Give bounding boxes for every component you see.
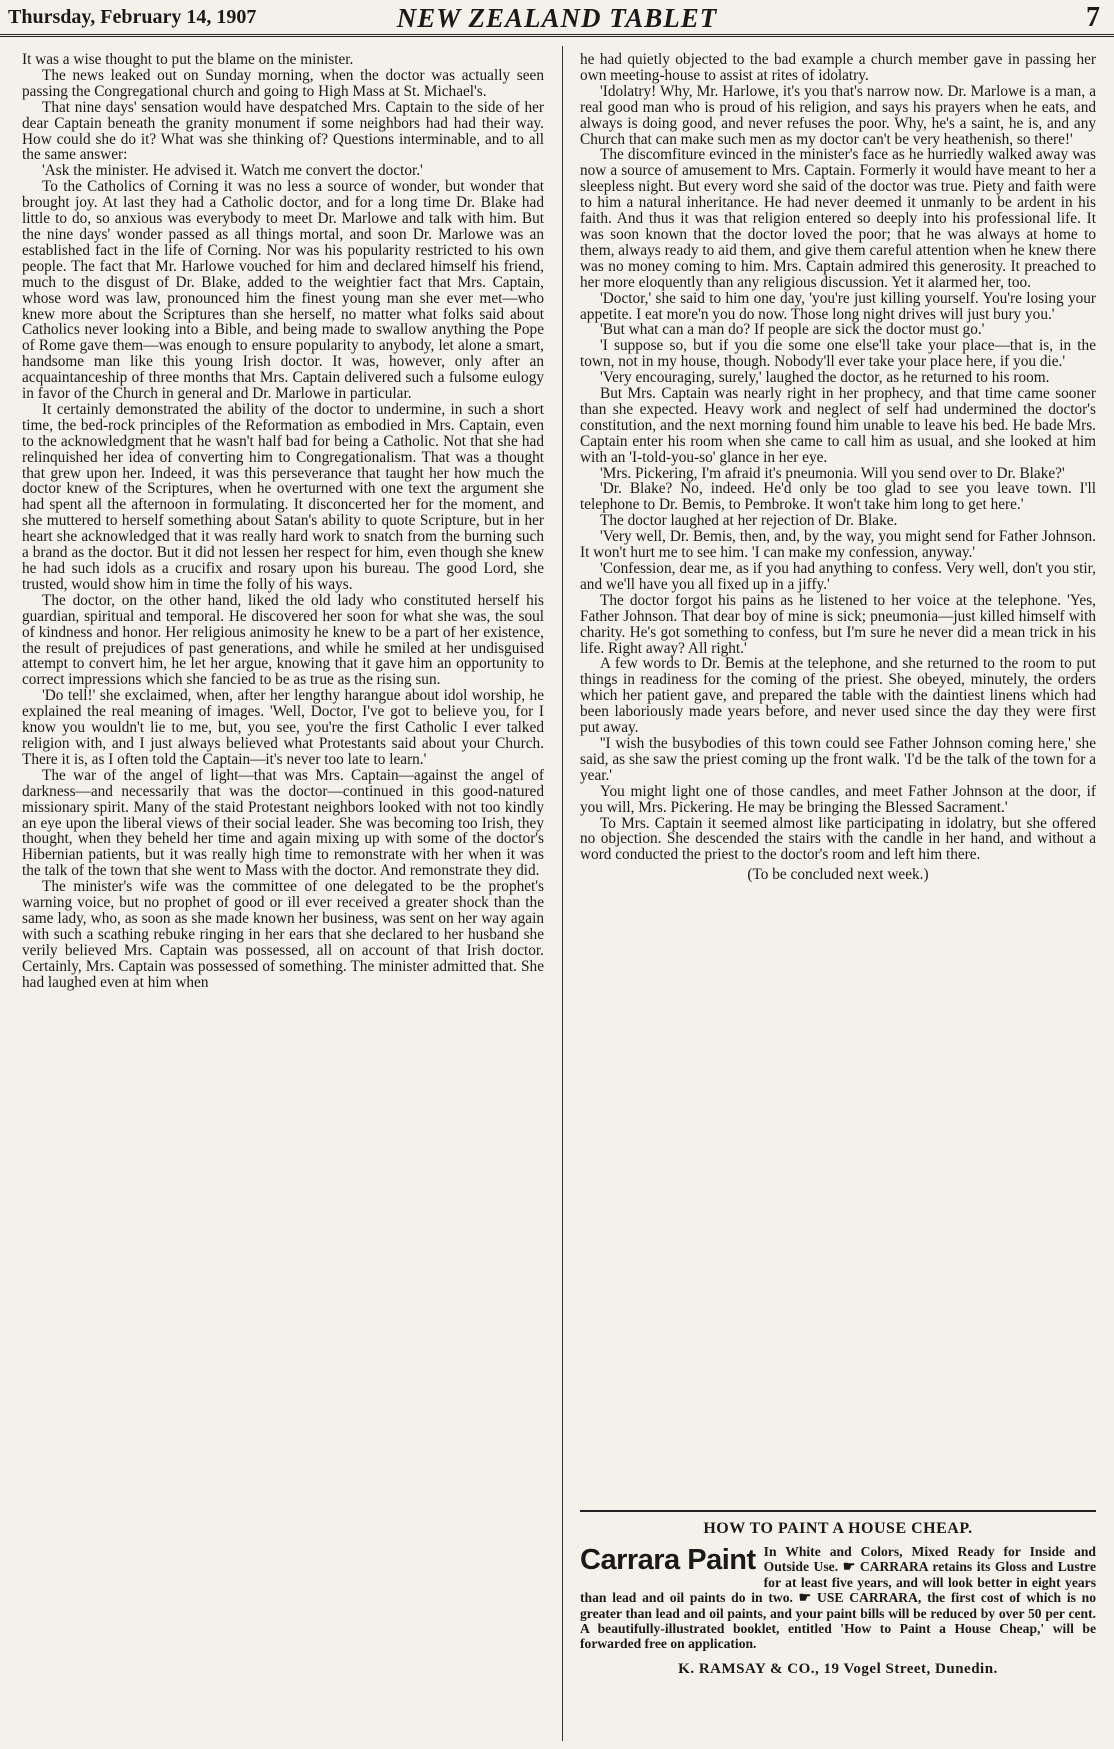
paragraph: The news leaked out on Sunday morning, when the doctor was actually seen passing the Congregational church and going to High Mass at St. Michael's. xyxy=(22,66,544,100)
ad-text-2: CARRARA retains its Gloss and Lustre for at least five years, and will look better in eight years than lead and oil paints do in two. xyxy=(580,1559,1097,1605)
ad-text-3: USE CARRARA, the first cost of which is no greater than lead and oil paints, and your paint bills will be reduced by over 50 per cent. A beautifully-illustrated booklet, entitled 'How to Paint a House Cheap,' will be forwarded free on application. xyxy=(580,1590,1097,1651)
paragraph: 'Doctor,' she said to him one day, 'you're just killing yourself. You're losing your appetite. I eat more'n you do now. Those long night drives will just bury you.' xyxy=(580,289,1096,323)
paragraph: The discomfiture evinced in the minister's face as he hurriedly walked away was now a source of amusement to Mrs. Captain. Formerly it would have meant to her a sleepless night. But every word she said of the doctor was true. Piety and faith were to him a natural inheritance. He had never deemed it unmanly to be ardent in his faith. And thus it was that religion entered so deeply into his professional life. It was soon known that the doctor loved the poor; that he was always at home to them, always ready to aid them, and give them careful attention when he knew there was no money coming to him. Mrs. Captain admired this generosity. It preached to her more eloquently than any religious discussion. Yet it alarmed her, too. xyxy=(580,146,1096,291)
paragraph: To Mrs. Captain it seemed almost like participating in idolatry, but she offered no objection. She descended the stairs with the candle in her hand, and without a word conducted the priest to the doctor's room and left him there. xyxy=(580,814,1096,864)
paragraph: It certainly demonstrated the ability of the doctor to undermine, in such a short time, the bed-rock principles of the Reformation as embodied in Mrs. Captain, even to the acknowledgment that he wasn't half bad for being a Catholic. Not that she had relinquished her idea of converting him to Congregationalism. That was a thought that grew upon her. Indeed, it was this perseverance that taught her how much the doctor knew of the Scriptures, when he overturned with one text the argument she had spent all the afternoon in formulating. It disconcerted her for the moment, and she muttered to herself something about Satan's ability to quote Scripture, but in her heart she acknowledged that it was really hard work to snatch from the burning such a brand as the doctor. But it did not lessen her respect for him, even though she knew he had such idols as a crucifix and rosary upon his bureau. The good Lord, she trusted, would show him in time the folly of his ways. xyxy=(22,400,544,593)
paragraph: It was a wise thought to put the blame on the minister. xyxy=(22,52,354,68)
issue-date: Thursday, February 14, 1907 xyxy=(8,6,257,28)
ad-footer: K. RAMSAY & CO., 19 Vogel Street, Dunedin. xyxy=(678,1661,998,1677)
right-column xyxy=(580,52,1096,1507)
paragraph: 'But what can a man do? If people are sick the doctor must go.' xyxy=(600,321,985,339)
paragraph: 'Do tell!' she exclaimed, when, after her lengthy harangue about idol worship, he explained the real meaning of images. 'Well, Doctor, I've got to believe you, for I know you wouldn't lie to me, but, you see, you're the first Catholic I ever talked religion with, and I just always believed what Protestants said about your Church. There it is, as I often told the Captain—it's never too late to learn.' xyxy=(22,687,544,768)
paragraph: 'Idolatry! Why, Mr. Harlowe, it's you that's narrow now. Dr. Marlowe is a man, a real good man who is proud of his religion, and says his prayers when he eats, and always is doing good, and never refuses the poor. Why, he's a saint, he is, and any Church that can make such men as my doctor can't be very heathenish, so there!' xyxy=(580,82,1096,148)
paragraph: 'I suppose so, but if you die some one else'll take your place—that is, in the town, not in my house, though. Nobody'll ever take your place here, if you die.' xyxy=(580,337,1096,371)
paragraph: he had quietly objected to the bad example a church member gave in passing her own meeting-house to assist at rites of idolatry. xyxy=(580,52,1096,84)
paragraph: But Mrs. Captain was nearly right in her prophecy, and that time came sooner than she expected. Heavy work and neglect of self had undermined the doctor's constitution, and the next morning found him unable to leave his bed. He bade Mrs. Captain enter his room when she came to call him as usual, and she looked at him with an 'I-told-you-so' glance in her eye. xyxy=(580,385,1096,466)
paragraph: The war of the angel of light—that was Mrs. Captain—against the angel of darkness—and necessarily that was the doctor—continued in this good-natured missionary spirit. Many of the staid Protestant neighbors looked with not too kindly an eye upon the liberal views of their social leader. She was becoming too Irish, they thought, when they beheld her time and again mixing up with some of the doctor's Hibernian patients, but it was really high time to remonstrate with her when it was the talk of the town that she went to Mass with the doctor. And remonstrate they did. xyxy=(22,766,544,880)
left-column xyxy=(22,52,544,1742)
paragraph: A few words to Dr. Bemis at the telephone, and she returned to the room to put things in readiness for the coming of the priest. She obeyed, minutely, the orders which her patient gave, and prepared the table with the daintiest linens which had been laboriously made years before, and never used since the day they were first put away. xyxy=(580,655,1096,737)
page-number: 7 xyxy=(1086,2,1100,33)
paragraph: You might light one of those candles, and meet Father Johnson at the door, if you will, Mrs. Pickering. He may be bringing the Blessed Sacrament.' xyxy=(580,782,1096,816)
paragraph: 'Confession, dear me, as if you had anything to confess. Very well, don't you stir, and we'll have you all fixed up in a jiffy.' xyxy=(580,560,1096,593)
newspaper-title: NEW ZEALAND TABLET xyxy=(396,3,718,33)
paragraph: The doctor, on the other hand, liked the old lady who constituted herself his guardian, spiritual and temporal. He discovered her soon for what she was, the soul of kindness and honor. Her religious animosity he knew to be a part of her existence, the result of prejudices of past generations, and while he smiled at her undisguised attempt to convert him, he let her argue, knowing that it gave him an opportunity to correct impressions which she fancied to be as true as the rising sun. xyxy=(22,591,544,689)
masthead xyxy=(0,0,1114,37)
paragraph: The doctor laughed at her rejection of Dr. Blake. xyxy=(600,512,898,530)
paragraph: 'Mrs. Pickering, I'm afraid it's pneumonia. Will you send over to Dr. Blake?' xyxy=(600,464,1065,482)
paint-advertisement xyxy=(580,1510,1096,1742)
paragraph: 'Very encouraging, surely,' laughed the doctor, as he returned to his room. xyxy=(600,369,1050,387)
paragraph: 'Ask the minister. He advised it. Watch me convert the doctor.' xyxy=(42,162,423,180)
ad-heading: HOW TO PAINT A HOUSE CHEAP. xyxy=(703,1520,973,1537)
pointing-hand-icon: ☛ xyxy=(798,1591,812,1606)
ad-body xyxy=(580,1544,1096,1651)
paragraph: ''I wish the busybodies of this town could see Father Johnson coming here,' she said, as she saw the priest coming up the front walk. 'I'd be the talk of the town for a year.' xyxy=(580,734,1096,784)
paragraph: That nine days' sensation would have despatched Mrs. Captain to the side of her dear Captain beneath the granity monument if some neighbors had had their way. How could she do it? What was she thinking of? Questions interminable, and to all the same answer: xyxy=(22,98,544,164)
paragraph: 'Very well, Dr. Bemis, then, and, by the way, you might send for Father Johnson. It won't hurt me to see him. 'I can make my confession, anyway.' xyxy=(580,528,1096,562)
ad-brand: Carrara Paint xyxy=(580,1544,756,1576)
paragraph: 'Dr. Blake? No, indeed. He'd only be too glad to see you leave town. I'll telephone to Dr. Bemis, to Pembroke. It won't take him long to get here.' xyxy=(580,480,1096,514)
paragraph: To the Catholics of Corning it was no less a source of wonder, but wonder that brought joy. At last they had a Catholic doctor, and for a long time Dr. Blake had little to do, so anxious was everybody to meet Dr. Marlowe and talk with him. But the nine days' wonder passed as all things mortal, and soon Dr. Marlowe was an established fact in the life of Corning. Nor was his popularity restricted to his own people. The fact that Mr. Harlowe vouched for him and declared himself his friend, much to the disgust of Dr. Blake, added to the weightier fact that Mrs. Captain, whose word was law, pronounced him the finest young man she ever met—who knew more about the Scriptures than she herself, no matter what folks said about Catholics never looking into a Bible, and being made to swallow anything the Pope of Rome gave them—was enough to ensure popularity to anybody, let alone a smart, handsome man like this young Irish doctor. It was, however, only after an acquaintanceship of three months that Mrs. Captain delivered such a fulsome eulogy in favor of the Church in general and Dr. Marlowe in particular. xyxy=(22,178,544,403)
to-be-concluded-note: (To be concluded next week.) xyxy=(747,866,929,884)
column-divider xyxy=(562,46,563,1741)
ad-text-1: In White and Colors, Mixed Ready for Inside and Outside Use. xyxy=(763,1544,1096,1574)
paragraph: The minister's wife was the committee of one delegated to be the prophet's warning voice, but no prophet of good or ill ever received a greater shock than the same lady, who, as soon as she made known her business, was sent on her way again with such a scathing rebuke ringing in her ears that she declared to her husband she verily believed Mrs. Captain was possessed, all on account of that Irish doctor. Certainly, Mrs. Captain was possessed of something. The minister admitted that. She had laughed even at him when xyxy=(22,878,544,991)
pointing-hand-icon: ☛ xyxy=(842,1560,856,1575)
paragraph: The doctor forgot his pains as he listened to her voice at the telephone. 'Yes, Father Johnson. That dear boy of mine is sick; pneumonia—just killed himself with charity. He's got something to confess, but I'm sure he never did a mean trick in his life. Right away? All right.' xyxy=(580,591,1096,657)
